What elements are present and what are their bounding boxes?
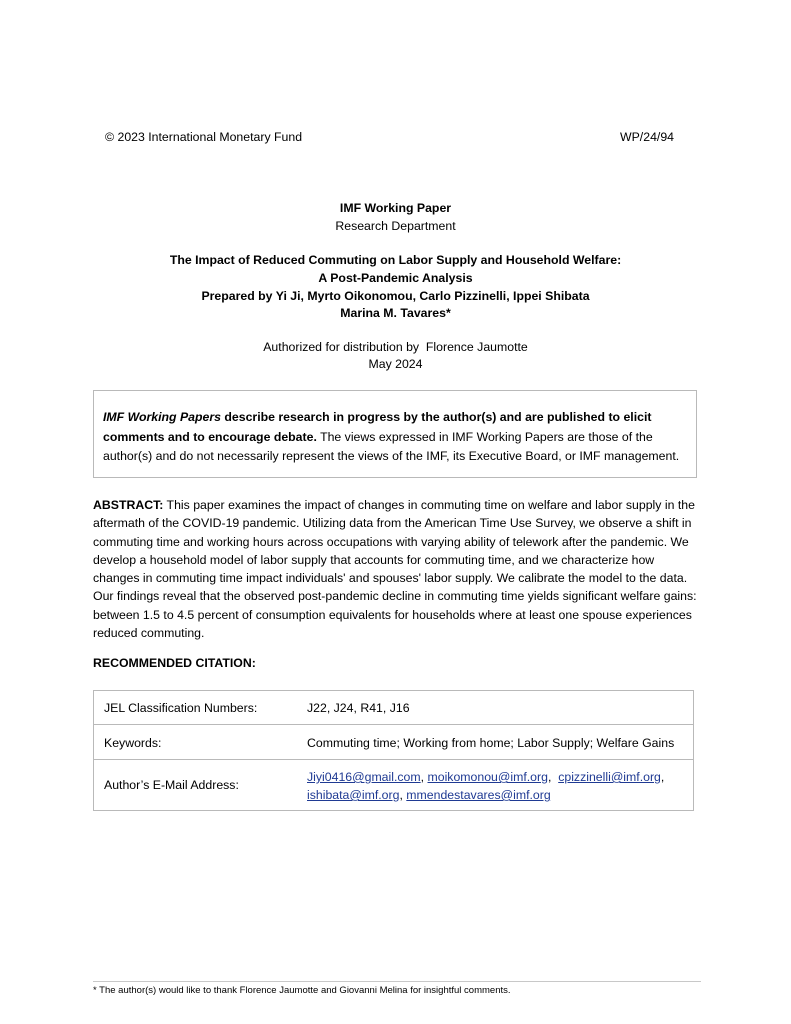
keywords-label: Keywords: — [104, 736, 162, 750]
disclaimer-bold: describe research in progress by the author(s) and are published to elicit comments and to encourage debate. — [103, 410, 652, 444]
series-title: IMF Working Paper — [339, 201, 452, 215]
authors-line1: Prepared by Yi Ji, Myrto Oikonomou, Carlo Pizzinelli, Ippei Shibata — [201, 289, 590, 303]
keywords-row — [93, 724, 694, 760]
email-link-pizzinelli[interactable]: cpizzinelli@imf.org — [558, 770, 661, 784]
department: Research Department — [335, 219, 456, 233]
disclaimer-series: IMF Working Papers — [103, 410, 221, 424]
keywords-value: Commuting time; Working from home; Labor Supply; Welfare Gains — [307, 736, 675, 750]
paper-title-line1: The Impact of Reduced Commuting on Labor Supply and Household Welfare: — [169, 253, 622, 267]
copyright-notice: © 2023 International Monetary Fund — [105, 130, 303, 144]
email-row — [93, 759, 694, 811]
publication-date: May 2024 — [368, 357, 423, 371]
paper-number: WP/24/94 — [620, 130, 674, 144]
footnote: * The author(s) would like to thank Florence Jaumotte and Giovanni Melina for insightful comments. — [93, 985, 511, 996]
abstract-text: This paper examines the impact of changes in commuting time on welfare and labor supply in the aftermath of the COVID-19 pandemic. Utilizing data from the American Time Use Survey, we observe a shift in commuting time and working hours across occupations with varying ability of telework after the pandemic. We develop a household model of labor supply that accounts for commuting time, and we characterize how changes in commuting time impact individuals' and spouses' labor supply. We calibrate the model to the data. Our findings reveal that the observed post-pandemic decline in commuting time yields significant welfare gains: between 1.5 to 4.5 percent of consumption equivalents for households where at least one spouse experiences reduced commuting. — [93, 498, 697, 641]
email-link-shibata[interactable]: ishibata@imf.org — [307, 788, 400, 802]
authors-line2: Marina M. Tavares* — [340, 306, 451, 320]
email-link-ji[interactable]: Jiyi0416@gmail.com — [307, 770, 421, 784]
footnote-rule — [93, 981, 701, 982]
email-label: Author’s E-Mail Address: — [104, 778, 239, 792]
paper-title-line2: A Post-Pandemic Analysis — [318, 271, 473, 285]
email-link-oikonomou[interactable]: moikomonou@imf.org — [427, 770, 548, 784]
disclaimer-box — [93, 390, 697, 478]
disclaimer-text — [103, 408, 693, 467]
citation-heading: RECOMMENDED CITATION: — [93, 656, 256, 670]
authorization: Authorized for distribution by Florence Jaumotte — [263, 340, 528, 354]
jel-value: J22, J24, R41, J16 — [307, 701, 410, 715]
disclaimer-plain: The views expressed in IMF Working Papers are those of the author(s) and do not necessarily represent the views of the IMF, its Executive Board, or IMF management. — [103, 429, 680, 463]
abstract — [93, 496, 703, 642]
abstract-label: ABSTRACT: — [93, 498, 164, 512]
email-link-tavares[interactable]: mmendestavares@imf.org — [406, 788, 551, 802]
jel-label: JEL Classification Numbers: — [104, 701, 258, 715]
email-list: Jiyi0416@gmail.com, moikomonou@imf.org, cpizzinelli@imf.org, ishibata@imf.org, mmendestavares@imf.org — [307, 770, 665, 802]
jel-row — [93, 690, 694, 725]
